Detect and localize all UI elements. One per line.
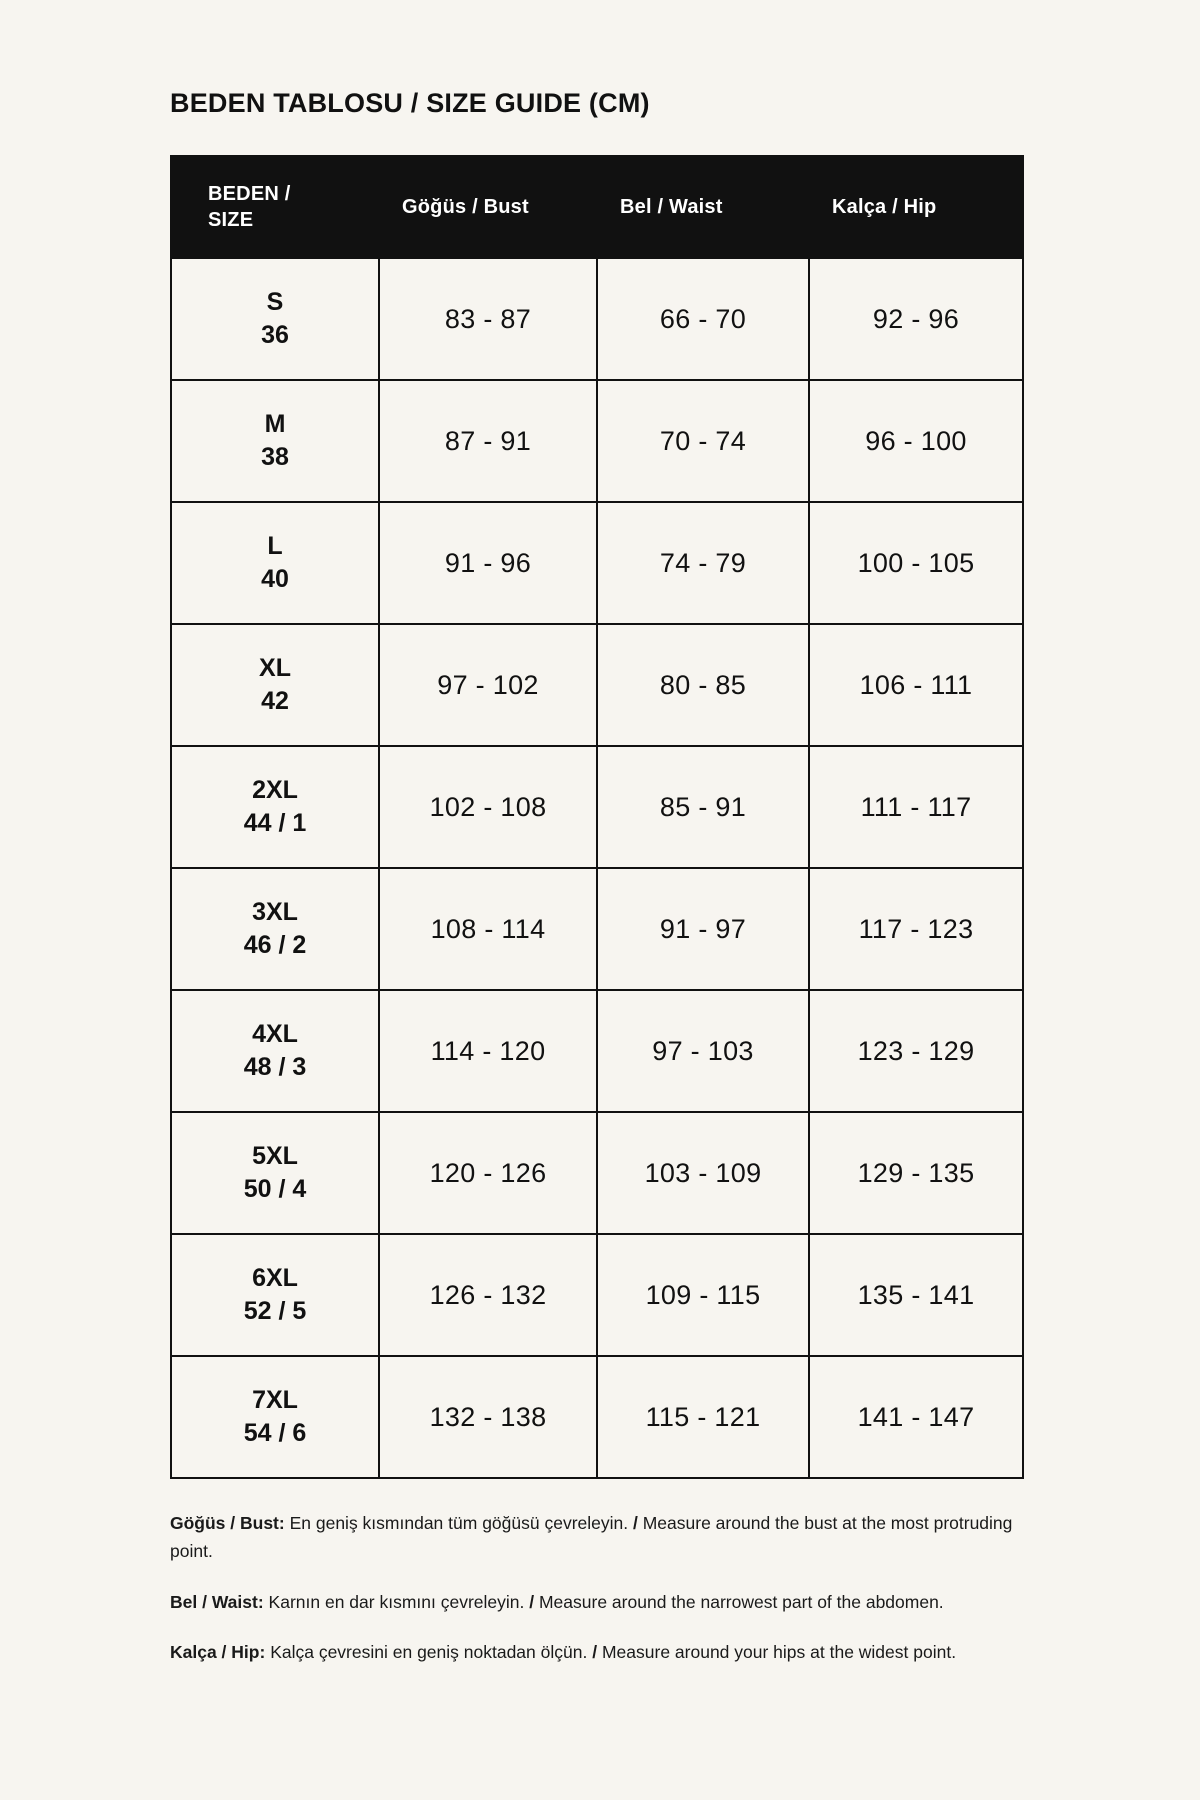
size-cell	[171, 258, 379, 380]
size-number: 38	[261, 443, 289, 471]
note-bust-label: Göğüs / Bust:	[170, 1513, 285, 1533]
size-cell	[171, 1112, 379, 1234]
size-number: 44 / 1	[243, 809, 307, 837]
size-letter: 7XL	[252, 1386, 298, 1414]
size-cell	[171, 990, 379, 1112]
table-row	[171, 868, 1023, 990]
column-header-bust: Göğüs / Bust	[379, 156, 597, 258]
size-letter: 5XL	[252, 1142, 298, 1170]
waist-value: 91 - 97	[597, 868, 809, 990]
size-letter: 4XL	[252, 1020, 298, 1048]
hip-value: 92 - 96	[809, 258, 1023, 380]
size-letter: 3XL	[252, 898, 298, 926]
note-hip-separator: /	[592, 1642, 598, 1663]
bust-value: 126 - 132	[379, 1234, 597, 1356]
size-cell	[171, 380, 379, 502]
size-cell	[171, 1356, 379, 1478]
hip-value: 96 - 100	[809, 380, 1023, 502]
note-waist-tr: Karnın en dar kısmını çevreleyin.	[268, 1591, 525, 1612]
table-row	[171, 380, 1023, 502]
column-header-waist: Bel / Waist	[597, 156, 809, 258]
waist-value: 85 - 91	[597, 746, 809, 868]
waist-value: 70 - 74	[597, 380, 809, 502]
note-bust	[170, 1509, 1030, 1566]
column-header-size-line2: SIZE	[208, 209, 254, 231]
note-bust-en: Measure around the bust at the most protruding point.	[170, 1513, 1013, 1562]
waist-value: 109 - 115	[597, 1234, 809, 1356]
size-number: 36	[261, 321, 289, 349]
note-waist	[170, 1588, 1030, 1616]
hip-value: 111 - 117	[809, 746, 1023, 868]
size-number: 54 / 6	[243, 1419, 307, 1447]
table-body	[171, 258, 1023, 1478]
table-row	[171, 990, 1023, 1112]
bust-value: 87 - 91	[379, 380, 597, 502]
size-cell	[171, 1234, 379, 1356]
note-bust-separator: /	[632, 1513, 638, 1533]
page-title: BEDEN TABLOSU / SIZE GUIDE (CM)	[170, 88, 650, 118]
size-cell	[171, 624, 379, 746]
size-guide-table	[170, 155, 1024, 1479]
note-waist-label: Bel / Waist:	[170, 1591, 264, 1612]
hip-value: 123 - 129	[809, 990, 1023, 1112]
table-row	[171, 746, 1023, 868]
note-hip-tr: Kalça çevresini en geniş noktadan ölçün.	[270, 1642, 588, 1663]
hip-value: 117 - 123	[809, 868, 1023, 990]
table-row	[171, 1112, 1023, 1234]
column-header-size	[171, 156, 379, 258]
size-letter: M	[264, 410, 286, 438]
size-number: 48 / 3	[243, 1053, 307, 1081]
size-number: 46 / 2	[243, 931, 307, 959]
column-header-hip: Kalça / Hip	[809, 156, 1023, 258]
hip-value: 100 - 105	[809, 502, 1023, 624]
size-cell	[171, 868, 379, 990]
waist-value: 74 - 79	[597, 502, 809, 624]
column-header-size-line1: BEDEN /	[208, 182, 291, 205]
note-bust-tr: En geniş kısmından tüm göğüsü çevreleyin.	[289, 1513, 629, 1533]
table-row	[171, 258, 1023, 380]
hip-value: 129 - 135	[809, 1112, 1023, 1234]
table-header	[171, 156, 1023, 258]
bust-value: 83 - 87	[379, 258, 597, 380]
waist-value: 97 - 103	[597, 990, 809, 1112]
size-number: 42	[261, 687, 289, 715]
table-row	[171, 1234, 1023, 1356]
bust-value: 132 - 138	[379, 1356, 597, 1478]
size-number: 52 / 5	[243, 1297, 307, 1325]
size-letter: L	[267, 532, 283, 560]
table-header-row	[171, 156, 1023, 258]
note-hip	[170, 1638, 1030, 1666]
waist-value: 103 - 109	[597, 1112, 809, 1234]
bust-value: 108 - 114	[379, 868, 597, 990]
waist-value: 66 - 70	[597, 258, 809, 380]
bust-value: 97 - 102	[379, 624, 597, 746]
note-hip-label: Kalça / Hip:	[170, 1642, 266, 1663]
hip-value: 135 - 141	[809, 1234, 1023, 1356]
size-number: 40	[261, 565, 289, 593]
hip-value: 106 - 111	[809, 624, 1023, 746]
size-letter: 2XL	[252, 776, 298, 804]
table-row	[171, 502, 1023, 624]
note-waist-en: Measure around the narrowest part of the abdomen.	[538, 1591, 944, 1612]
note-waist-separator: /	[529, 1591, 535, 1612]
size-letter: 6XL	[252, 1264, 298, 1292]
bust-value: 114 - 120	[379, 990, 597, 1112]
size-cell	[171, 746, 379, 868]
measurement-notes	[170, 1509, 1030, 1666]
size-cell	[171, 502, 379, 624]
size-letter: S	[266, 288, 284, 316]
note-hip-en: Measure around your hips at the widest point.	[601, 1642, 957, 1663]
waist-value: 115 - 121	[597, 1356, 809, 1478]
bust-value: 102 - 108	[379, 746, 597, 868]
bust-value: 91 - 96	[379, 502, 597, 624]
size-letter: XL	[259, 654, 291, 682]
size-number: 50 / 4	[243, 1175, 307, 1203]
table-row	[171, 1356, 1023, 1478]
table-row	[171, 624, 1023, 746]
bust-value: 120 - 126	[379, 1112, 597, 1234]
hip-value: 141 - 147	[809, 1356, 1023, 1478]
waist-value: 80 - 85	[597, 624, 809, 746]
